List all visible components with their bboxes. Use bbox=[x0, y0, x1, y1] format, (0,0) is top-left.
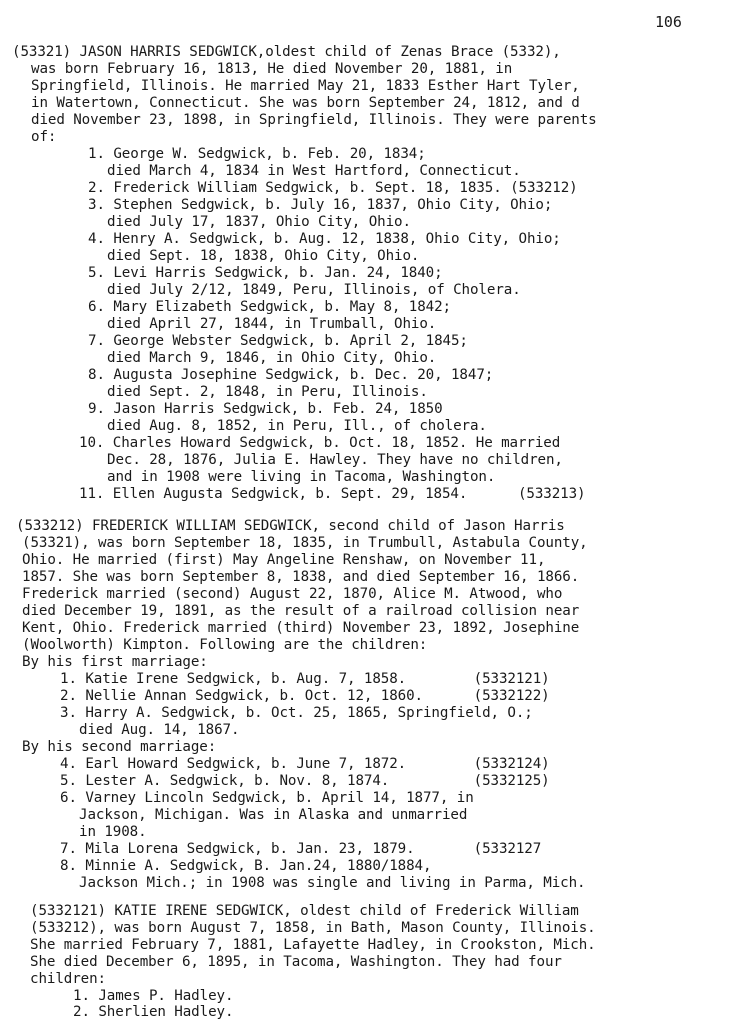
list-item: 2. Sherlien Hadley. bbox=[73, 1004, 234, 1020]
list-item-continuation: died March 4, 1834 in West Hartford, Connecticut. bbox=[107, 163, 521, 179]
page-number: 106 bbox=[655, 13, 682, 31]
text-line: (53321) JASON HARRIS SEDGWICK,oldest child of Zenas Brace (5332), bbox=[12, 44, 561, 60]
list-item: 6. Mary Elizabeth Sedgwick, b. May 8, 1842; bbox=[88, 299, 451, 315]
text-line: (5332121) KATIE IRENE SEDGWICK, oldest child of Frederick William bbox=[30, 903, 579, 919]
section-label: By his first marriage: bbox=[22, 654, 208, 670]
list-item: 2. Frederick William Sedgwick, b. Sept. 18, 1835. (533212) bbox=[88, 180, 578, 196]
list-item: 5. Lester A. Sedgwick, b. Nov. 8, 1874. (5332125) bbox=[60, 773, 550, 789]
list-item: 8. Augusta Josephine Sedgwick, b. Dec. 20, 1847; bbox=[88, 367, 494, 383]
list-item-continuation: died July 2/12, 1849, Peru, Illinois, of Cholera. bbox=[107, 282, 521, 298]
list-item: 7. George Webster Sedgwick, b. April 2, 1845; bbox=[88, 333, 468, 349]
list-item: 10. Charles Howard Sedgwick, b. Oct. 18, 1852. He married bbox=[79, 435, 561, 451]
text-line: (533212), was born August 7, 1858, in Bath, Mason County, Illinois. bbox=[30, 920, 596, 936]
list-item-continuation: died Sept. 2, 1848, in Peru, Illinois. bbox=[107, 384, 428, 400]
list-item-continuation: died Aug. 8, 1852, in Peru, Ill., of cholera. bbox=[107, 418, 487, 434]
list-item: 9. Jason Harris Sedgwick, b. Feb. 24, 1850 bbox=[88, 401, 443, 417]
text-line: children: bbox=[30, 971, 106, 987]
section-label: By his second marriage: bbox=[22, 739, 217, 755]
list-item: 3. Stephen Sedgwick, b. July 16, 1837, Ohio City, Ohio; bbox=[88, 197, 553, 213]
list-item-continuation: Dec. 28, 1876, Julia E. Hawley. They have no children, bbox=[107, 452, 563, 468]
text-line: Springfield, Illinois. He married May 21, 1833 Esther Hart Tyler, bbox=[31, 78, 580, 94]
list-item-continuation: and in 1908 were living in Tacoma, Washington. bbox=[107, 469, 496, 485]
text-line: was born February 16, 1813, He died November 20, 1881, in bbox=[31, 61, 513, 77]
text-line: Ohio. He married (first) May Angeline Renshaw, on November 11, bbox=[22, 552, 546, 568]
text-line: of: bbox=[31, 129, 57, 145]
list-item-continuation: died Aug. 14, 1867. bbox=[79, 722, 240, 738]
list-item: 8. Minnie A. Sedgwick, B. Jan.24, 1880/1884, bbox=[60, 858, 432, 874]
list-item-continuation: in 1908. bbox=[79, 824, 147, 840]
list-item: 1. Katie Irene Sedgwick, b. Aug. 7, 1858. (5332121) bbox=[60, 671, 550, 687]
text-line: Kent, Ohio. Frederick married (third) November 23, 1892, Josephine bbox=[22, 620, 580, 636]
list-item-continuation: died March 9, 1846, in Ohio City, Ohio. bbox=[107, 350, 437, 366]
list-item: 4. Henry A. Sedgwick, b. Aug. 12, 1838, Ohio City, Ohio; bbox=[88, 231, 561, 247]
list-item: 4. Earl Howard Sedgwick, b. June 7, 1872. (5332124) bbox=[60, 756, 550, 772]
list-item: 1. George W. Sedgwick, b. Feb. 20, 1834; bbox=[88, 146, 426, 162]
text-line: in Watertown, Connecticut. She was born September 24, 1812, and d bbox=[31, 95, 580, 111]
list-item: 6. Varney Lincoln Sedgwick, b. April 14, 1877, in bbox=[60, 790, 474, 806]
list-item-continuation: died April 27, 1844, in Trumball, Ohio. bbox=[107, 316, 437, 332]
list-item: 1. James P. Hadley. bbox=[73, 988, 234, 1004]
list-item: 11. Ellen Augusta Sedgwick, b. Sept. 29, 1854. (533213) bbox=[79, 486, 586, 502]
list-item: 2. Nellie Annan Sedgwick, b. Oct. 12, 1860. (5332122) bbox=[60, 688, 550, 704]
list-item: 7. Mila Lorena Sedgwick, b. Jan. 23, 1879. (5332127 bbox=[60, 841, 542, 857]
list-item-continuation: died Sept. 18, 1838, Ohio City, Ohio. bbox=[107, 248, 420, 264]
text-line: She died December 6, 1895, in Tacoma, Washington. They had four bbox=[30, 954, 562, 970]
text-line: (533212) FREDERICK WILLIAM SEDGWICK, second child of Jason Harris bbox=[16, 518, 565, 534]
text-line: (Woolworth) Kimpton. Following are the children: bbox=[22, 637, 428, 653]
text-line: 1857. She was born September 8, 1838, and died September 16, 1866. bbox=[22, 569, 580, 585]
list-item: 5. Levi Harris Sedgwick, b. Jan. 24, 1840; bbox=[88, 265, 443, 281]
list-item-continuation: Jackson Mich.; in 1908 was single and living in Parma, Mich. bbox=[79, 875, 586, 891]
list-item: 3. Harry A. Sedgwick, b. Oct. 25, 1865, Springfield, O.; bbox=[60, 705, 533, 721]
text-line: (53321), was born September 18, 1835, in Trumbull, Astabula County, bbox=[22, 535, 588, 551]
text-line: Frederick married (second) August 22, 1870, Alice M. Atwood, who bbox=[22, 586, 563, 602]
text-line: died November 23, 1898, in Springfield, Illinois. They were parents bbox=[31, 112, 597, 128]
list-item-continuation: died July 17, 1837, Ohio City, Ohio. bbox=[107, 214, 411, 230]
text-line: died December 19, 1891, as the result of a railroad collision near bbox=[22, 603, 580, 619]
list-item-continuation: Jackson, Michigan. Was in Alaska and unmarried bbox=[79, 807, 468, 823]
text-line: She married February 7, 1881, Lafayette Hadley, in Crookston, Mich. bbox=[30, 937, 596, 953]
